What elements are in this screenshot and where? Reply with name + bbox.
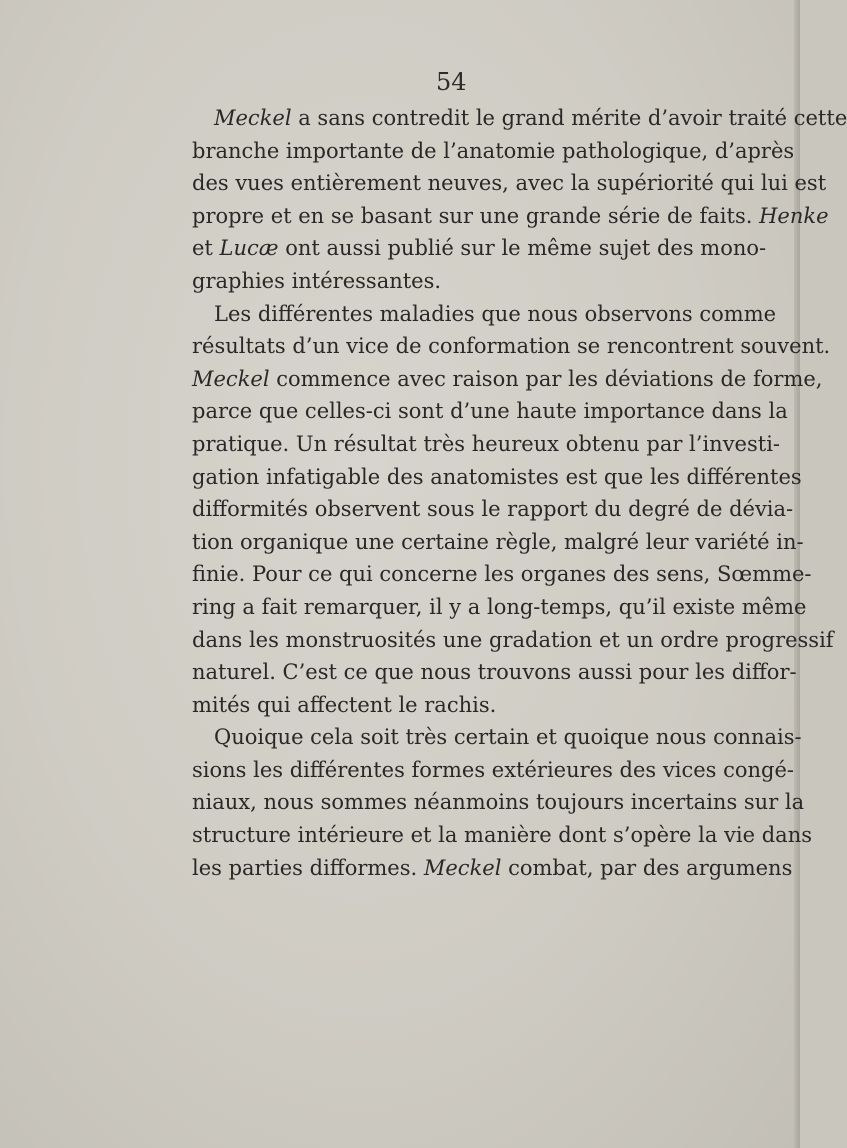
text-run: a sans contredit le grand mérite d’avoir traité cette xyxy=(291,106,847,130)
text-line xyxy=(192,200,829,233)
text-run: pratique. Un résultat très heureux obtenu par l’investi- xyxy=(192,431,781,456)
text-line xyxy=(192,591,807,624)
text-line xyxy=(192,656,797,689)
text-line xyxy=(192,721,802,754)
text-run: ring a fait remarquer, il y a long-temps, qu’il existe même xyxy=(192,594,807,619)
page-number: 54 xyxy=(436,68,467,96)
text-run: combat, par des argumens xyxy=(501,855,793,880)
text-run: branche importante de l’anatomie pathologique, d’après xyxy=(192,138,795,163)
paragraph xyxy=(192,298,834,722)
text-line xyxy=(192,852,793,885)
text-run: Quoique cela soit très certain et quoique nous connais- xyxy=(214,725,802,750)
text-line xyxy=(192,428,781,461)
text-run: Les différentes maladies que nous observons comme xyxy=(214,301,777,326)
paragraph xyxy=(192,102,847,298)
text-line xyxy=(192,298,777,331)
text-line xyxy=(192,461,802,494)
text-line xyxy=(192,167,827,200)
text-line xyxy=(192,754,794,787)
text-run: niaux, nous sommes néanmoins toujours incertains sur la xyxy=(192,790,805,815)
text-run: gation infatigable des anatomistes est que les différentes xyxy=(192,464,802,489)
text-line xyxy=(192,265,728,298)
text-run: commence avec raison par les déviations de forme, xyxy=(269,366,823,391)
text-line xyxy=(192,786,805,819)
text-line xyxy=(192,232,767,265)
text-run: et xyxy=(192,236,220,261)
text-line xyxy=(192,395,788,428)
text-line xyxy=(192,624,834,657)
paragraph xyxy=(192,721,812,884)
text-run: les parties difformes. xyxy=(192,855,424,880)
text-line xyxy=(192,493,794,526)
italic-name: Meckel xyxy=(423,855,502,880)
text-run: propre et en se basant sur une grande série de faits. xyxy=(192,203,760,228)
italic-name: Meckel xyxy=(214,106,292,130)
text-run: naturel. C’est ce que nous trouvons aussi pour les diffor- xyxy=(192,660,797,685)
body-text xyxy=(192,102,847,884)
text-line xyxy=(192,558,812,591)
text-line xyxy=(192,526,804,559)
text-run: graphies intéressantes. xyxy=(192,268,442,293)
text-run: dans les monstruosités une gradation et un ordre progressif xyxy=(192,627,834,652)
text-line xyxy=(192,363,823,396)
text-line xyxy=(192,330,831,363)
italic-name: Meckel xyxy=(192,366,270,391)
text-run: des vues entièrement neuves, avec la supériorité qui lui est xyxy=(192,171,827,196)
text-run: sions les différentes formes extérieures des vices congé- xyxy=(192,757,794,782)
text-run: mités qui affectent le rachis. xyxy=(192,692,497,717)
italic-name: Lucæ xyxy=(219,236,279,261)
text-line xyxy=(192,102,847,135)
text-run: ont aussi publié sur le même sujet des mono- xyxy=(278,236,767,261)
text-run: tion organique une certaine règle, malgré leur variété in- xyxy=(192,529,804,554)
text-run: structure intérieure et la manière dont s’opère la vie dans xyxy=(192,823,812,848)
text-run: finie. Pour ce qui concerne les organes des sens, Sœmme- xyxy=(192,562,812,587)
text-run: parce que celles-ci sont d’une haute importance dans la xyxy=(192,399,788,424)
text-line xyxy=(192,819,812,852)
text-line xyxy=(192,135,795,168)
italic-name: Henke xyxy=(759,203,829,228)
text-run: difformités observent sous le rapport du degré de dévia- xyxy=(192,497,794,522)
text-run: résultats d’un vice de conformation se rencontrent souvent. xyxy=(192,334,831,359)
text-line xyxy=(192,689,728,722)
